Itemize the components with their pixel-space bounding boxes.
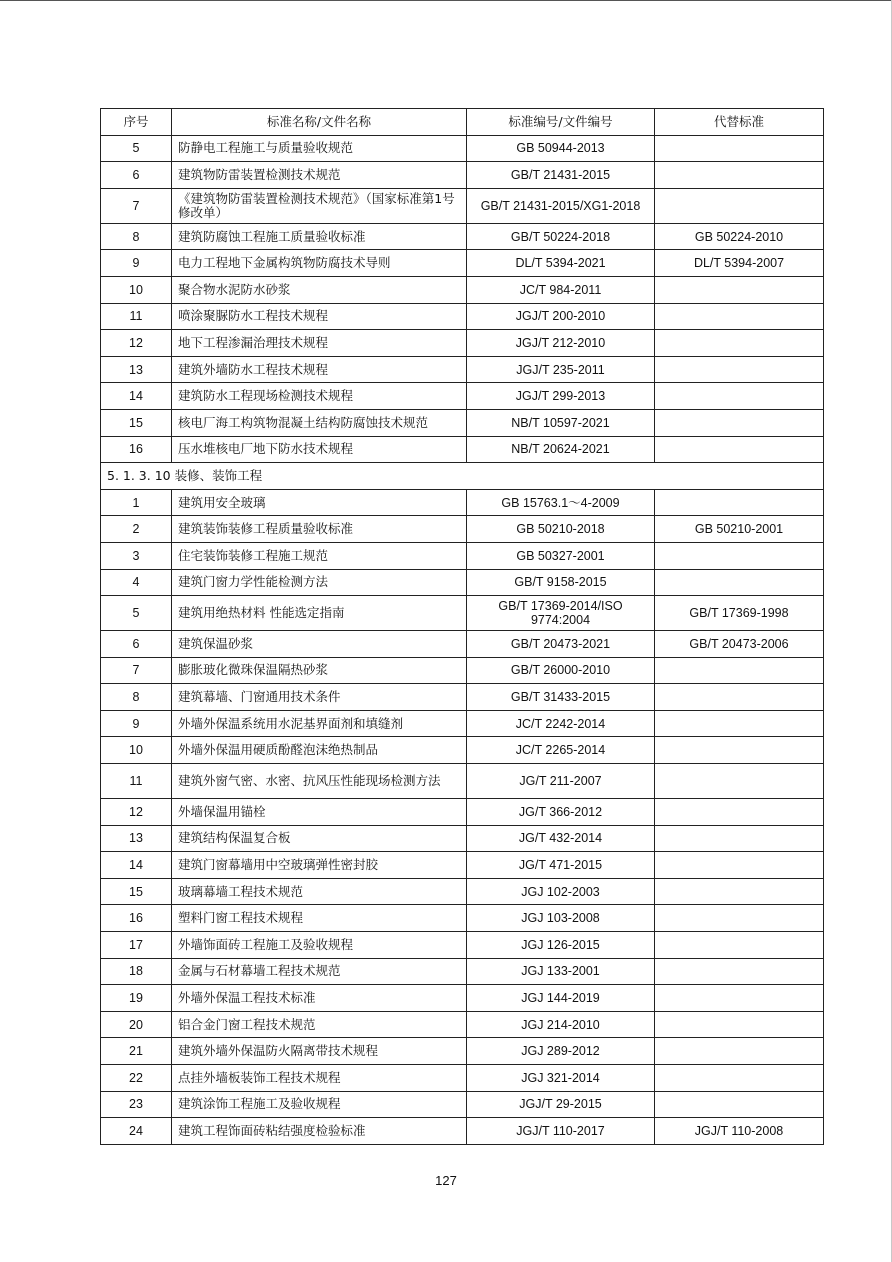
cell-code: JG/T 432-2014 <box>467 825 655 852</box>
cell-name: 外墙外保温系统用水泥基界面剂和填缝剂 <box>172 710 467 737</box>
cell-code: GB/T 31433-2015 <box>467 684 655 711</box>
cell-no: 11 <box>101 764 172 799</box>
cell-replaced <box>655 905 824 932</box>
cell-name: 建筑防腐蚀工程施工质量验收标准 <box>172 223 467 250</box>
cell-replaced: GB 50210-2001 <box>655 516 824 543</box>
cell-code: JC/T 984-2011 <box>467 276 655 303</box>
cell-no: 11 <box>101 303 172 330</box>
cell-code: NB/T 10597-2021 <box>467 409 655 436</box>
cell-code: JG/T 366-2012 <box>467 799 655 826</box>
cell-no: 2 <box>101 516 172 543</box>
table-row <box>101 356 824 383</box>
cell-code: GB/T 21431-2015/XG1-2018 <box>467 188 655 223</box>
cell-name: 建筑保温砂浆 <box>172 631 467 658</box>
cell-name: 外墙外保温工程技术标准 <box>172 985 467 1012</box>
cell-code: GB/T 20473-2021 <box>467 631 655 658</box>
table-row <box>101 303 824 330</box>
header-code: 标准编号/文件编号 <box>467 109 655 136</box>
cell-no: 8 <box>101 223 172 250</box>
cell-no: 15 <box>101 878 172 905</box>
cell-name: 《建筑物防雷装置检测技术规范》（国家标准第1号修改单） <box>172 188 467 223</box>
cell-code: JG/T 471-2015 <box>467 852 655 879</box>
cell-code: JGJ 214-2010 <box>467 1011 655 1038</box>
cell-name: 建筑结构保温复合板 <box>172 825 467 852</box>
cell-no: 13 <box>101 825 172 852</box>
cell-no: 14 <box>101 383 172 410</box>
cell-name: 建筑用安全玻璃 <box>172 489 467 516</box>
table-row <box>101 188 824 223</box>
cell-name: 金属与石材幕墙工程技术规范 <box>172 958 467 985</box>
cell-no: 6 <box>101 631 172 658</box>
cell-replaced <box>655 162 824 189</box>
cell-name: 防静电工程施工与质量验收规范 <box>172 135 467 162</box>
cell-name: 电力工程地下金属构筑物防腐技术导则 <box>172 250 467 277</box>
cell-no: 12 <box>101 799 172 826</box>
table-row <box>101 1038 824 1065</box>
cell-name: 建筑工程饰面砖粘结强度检验标准 <box>172 1118 467 1145</box>
table-row <box>101 799 824 826</box>
cell-code: JGJ 103-2008 <box>467 905 655 932</box>
cell-no: 16 <box>101 905 172 932</box>
cell-replaced <box>655 1038 824 1065</box>
cell-replaced <box>655 330 824 357</box>
cell-name: 点挂外墙板装饰工程技术规程 <box>172 1065 467 1092</box>
cell-replaced <box>655 799 824 826</box>
cell-name: 建筑装饰装修工程质量验收标准 <box>172 516 467 543</box>
cell-name: 建筑外窗气密、水密、抗风压性能现场检测方法 <box>172 764 467 799</box>
table-row <box>101 135 824 162</box>
cell-no: 8 <box>101 684 172 711</box>
table-row <box>101 764 824 799</box>
cell-no: 10 <box>101 737 172 764</box>
table-row <box>101 932 824 959</box>
table-body-section-b <box>101 489 824 1144</box>
cell-replaced <box>655 1091 824 1118</box>
cell-replaced: GB/T 20473-2006 <box>655 631 824 658</box>
header-no: 序号 <box>101 109 172 136</box>
cell-name: 塑料门窗工程技术规程 <box>172 905 467 932</box>
cell-replaced <box>655 356 824 383</box>
table-row <box>101 1011 824 1038</box>
cell-replaced <box>655 188 824 223</box>
table-row <box>101 330 824 357</box>
cell-code: JGJ/T 235-2011 <box>467 356 655 383</box>
cell-no: 24 <box>101 1118 172 1145</box>
table-body-section-a <box>101 135 824 463</box>
table-body-section-heading <box>101 463 824 490</box>
cell-no: 7 <box>101 657 172 684</box>
table-row <box>101 162 824 189</box>
cell-no: 4 <box>101 569 172 596</box>
cell-code: GB 50327-2001 <box>467 542 655 569</box>
cell-no: 5 <box>101 596 172 631</box>
cell-replaced: JGJ/T 110-2008 <box>655 1118 824 1145</box>
table-row <box>101 1065 824 1092</box>
table-row <box>101 250 824 277</box>
cell-name: 核电厂海工构筑物混凝土结构防腐蚀技术规范 <box>172 409 467 436</box>
cell-no: 10 <box>101 276 172 303</box>
header-replaced: 代替标准 <box>655 109 824 136</box>
table-row <box>101 710 824 737</box>
cell-no: 18 <box>101 958 172 985</box>
table-row <box>101 825 824 852</box>
cell-replaced <box>655 657 824 684</box>
cell-name: 建筑幕墙、门窗通用技术条件 <box>172 684 467 711</box>
cell-code: GB/T 50224-2018 <box>467 223 655 250</box>
cell-replaced <box>655 852 824 879</box>
top-border-line <box>0 0 892 1</box>
table-row <box>101 684 824 711</box>
cell-no: 14 <box>101 852 172 879</box>
table-row <box>101 985 824 1012</box>
cell-code: JC/T 2242-2014 <box>467 710 655 737</box>
cell-replaced: DL/T 5394-2007 <box>655 250 824 277</box>
cell-replaced <box>655 303 824 330</box>
cell-replaced <box>655 1011 824 1038</box>
standards-table <box>100 108 824 1145</box>
cell-code: JGJ 126-2015 <box>467 932 655 959</box>
cell-code: NB/T 20624-2021 <box>467 436 655 463</box>
table-row <box>101 878 824 905</box>
section-heading: 5. 1. 3. 10 装修、装饰工程 <box>101 463 824 490</box>
section-heading-row <box>101 463 824 490</box>
cell-name: 外墙外保温用硬质酚醛泡沫绝热制品 <box>172 737 467 764</box>
cell-replaced: GB/T 17369-1998 <box>655 596 824 631</box>
cell-no: 23 <box>101 1091 172 1118</box>
cell-no: 22 <box>101 1065 172 1092</box>
cell-name: 外墙保温用锚栓 <box>172 799 467 826</box>
cell-no: 1 <box>101 489 172 516</box>
cell-no: 5 <box>101 135 172 162</box>
cell-code: JG/T 211-2007 <box>467 764 655 799</box>
cell-replaced <box>655 985 824 1012</box>
table-row <box>101 409 824 436</box>
cell-code: GB 50944-2013 <box>467 135 655 162</box>
table-header-row <box>101 109 824 136</box>
cell-code: GB/T 17369-2014/ISO 9774:2004 <box>467 596 655 631</box>
cell-replaced <box>655 569 824 596</box>
cell-code: GB 15763.1～4-2009 <box>467 489 655 516</box>
cell-no: 13 <box>101 356 172 383</box>
table-row <box>101 276 824 303</box>
cell-code: JGJ 144-2019 <box>467 985 655 1012</box>
cell-replaced <box>655 542 824 569</box>
cell-name: 建筑涂饰工程施工及验收规程 <box>172 1091 467 1118</box>
cell-name: 建筑防水工程现场检测技术规程 <box>172 383 467 410</box>
cell-no: 6 <box>101 162 172 189</box>
cell-replaced <box>655 684 824 711</box>
header-name: 标准名称/文件名称 <box>172 109 467 136</box>
cell-name: 喷涂聚脲防水工程技术规程 <box>172 303 467 330</box>
cell-code: JGJ/T 212-2010 <box>467 330 655 357</box>
cell-replaced <box>655 932 824 959</box>
page-number: 127 <box>435 1173 457 1188</box>
table-row <box>101 737 824 764</box>
cell-no: 9 <box>101 250 172 277</box>
cell-replaced <box>655 383 824 410</box>
cell-name: 外墙饰面砖工程施工及验收规程 <box>172 932 467 959</box>
cell-code: GB/T 21431-2015 <box>467 162 655 189</box>
table-row <box>101 596 824 631</box>
cell-replaced <box>655 878 824 905</box>
cell-name: 建筑门窗幕墙用中空玻璃弹性密封胶 <box>172 852 467 879</box>
cell-replaced <box>655 436 824 463</box>
cell-no: 21 <box>101 1038 172 1065</box>
cell-name: 建筑用绝热材料 性能选定指南 <box>172 596 467 631</box>
cell-replaced <box>655 825 824 852</box>
cell-no: 7 <box>101 188 172 223</box>
cell-name: 玻璃幕墙工程技术规范 <box>172 878 467 905</box>
cell-code: JGJ 133-2001 <box>467 958 655 985</box>
cell-replaced <box>655 1065 824 1092</box>
cell-no: 16 <box>101 436 172 463</box>
table-row <box>101 657 824 684</box>
table-row <box>101 958 824 985</box>
cell-replaced <box>655 276 824 303</box>
cell-replaced <box>655 489 824 516</box>
table-row <box>101 436 824 463</box>
cell-replaced <box>655 958 824 985</box>
cell-no: 3 <box>101 542 172 569</box>
cell-no: 19 <box>101 985 172 1012</box>
cell-code: JGJ 289-2012 <box>467 1038 655 1065</box>
cell-replaced <box>655 409 824 436</box>
cell-no: 15 <box>101 409 172 436</box>
cell-name: 建筑外墙外保温防火隔离带技术规程 <box>172 1038 467 1065</box>
table-row <box>101 852 824 879</box>
cell-code: JGJ/T 299-2013 <box>467 383 655 410</box>
cell-name: 地下工程渗漏治理技术规程 <box>172 330 467 357</box>
cell-name: 压水堆核电厂地下防水技术规程 <box>172 436 467 463</box>
cell-code: DL/T 5394-2021 <box>467 250 655 277</box>
table-row <box>101 516 824 543</box>
cell-code: GB/T 26000-2010 <box>467 657 655 684</box>
table-row <box>101 542 824 569</box>
table-row <box>101 905 824 932</box>
cell-code: GB/T 9158-2015 <box>467 569 655 596</box>
cell-name: 膨胀玻化微珠保温隔热砂浆 <box>172 657 467 684</box>
cell-name: 建筑门窗力学性能检测方法 <box>172 569 467 596</box>
cell-name: 建筑物防雷装置检测技术规范 <box>172 162 467 189</box>
cell-name: 建筑外墙防水工程技术规程 <box>172 356 467 383</box>
cell-replaced <box>655 710 824 737</box>
cell-replaced <box>655 737 824 764</box>
cell-name: 住宅装饰装修工程施工规范 <box>172 542 467 569</box>
table-row <box>101 489 824 516</box>
cell-no: 12 <box>101 330 172 357</box>
cell-replaced: GB 50224-2010 <box>655 223 824 250</box>
cell-code: JGJ/T 29-2015 <box>467 1091 655 1118</box>
table-row <box>101 383 824 410</box>
table-row <box>101 1091 824 1118</box>
table-row <box>101 1118 824 1145</box>
cell-replaced <box>655 135 824 162</box>
cell-code: JGJ 102-2003 <box>467 878 655 905</box>
cell-no: 9 <box>101 710 172 737</box>
cell-name: 聚合物水泥防水砂浆 <box>172 276 467 303</box>
cell-code: GB 50210-2018 <box>467 516 655 543</box>
cell-code: JC/T 2265-2014 <box>467 737 655 764</box>
cell-no: 20 <box>101 1011 172 1038</box>
table-row <box>101 631 824 658</box>
table-row <box>101 223 824 250</box>
table-row <box>101 569 824 596</box>
cell-code: JGJ/T 200-2010 <box>467 303 655 330</box>
cell-replaced <box>655 764 824 799</box>
cell-code: JGJ/T 110-2017 <box>467 1118 655 1145</box>
cell-name: 铝合金门窗工程技术规范 <box>172 1011 467 1038</box>
cell-code: JGJ 321-2014 <box>467 1065 655 1092</box>
cell-no: 17 <box>101 932 172 959</box>
